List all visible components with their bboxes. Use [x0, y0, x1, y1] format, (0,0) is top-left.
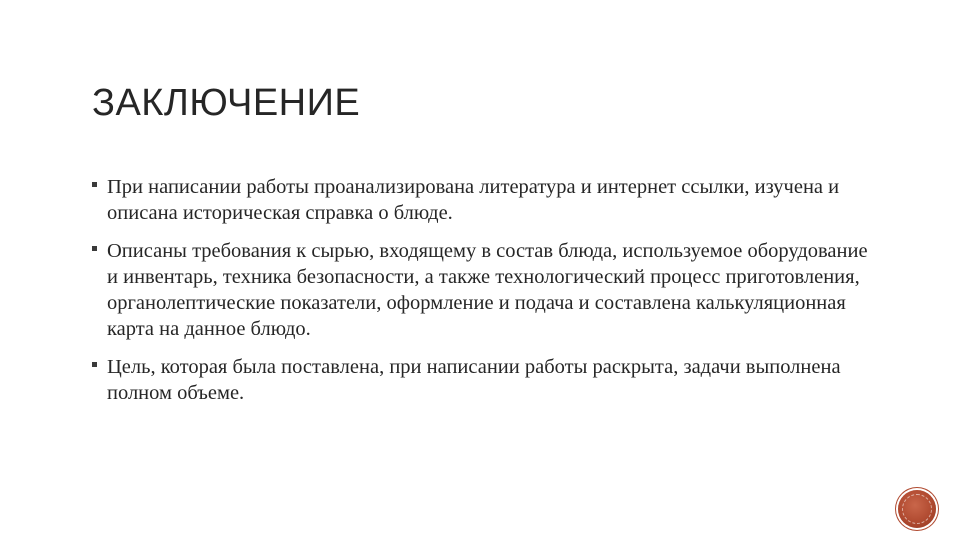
list-item — [92, 354, 882, 406]
list-item — [92, 238, 882, 342]
list-item — [92, 174, 882, 226]
bullet-list — [92, 174, 882, 418]
bullet-text: При написании работы проанализирована литература и интернет ссылки, изучена и описана историческая справка о блюде. — [107, 176, 840, 224]
badge-ring — [902, 494, 932, 524]
bullet-text: Цель, которая была поставлена, при написании работы раскрыта, задачи выполнена полном объеме. — [107, 356, 841, 404]
square-bullet-icon — [92, 246, 97, 251]
bullet-text: Описаны требования к сырью, входящему в состав блюда, используемое оборудование и инвентарь, техника безопасности, а также технологический процесс приготовления, органолептические показатели, оформление и подача и составлена калькуляционная карта на данное блюдо. — [107, 240, 868, 340]
square-bullet-icon — [92, 182, 97, 187]
square-bullet-icon — [92, 362, 97, 367]
slide-number-badge-icon — [898, 490, 936, 528]
slide-title: ЗАКЛЮЧЕНИЕ — [92, 82, 361, 124]
